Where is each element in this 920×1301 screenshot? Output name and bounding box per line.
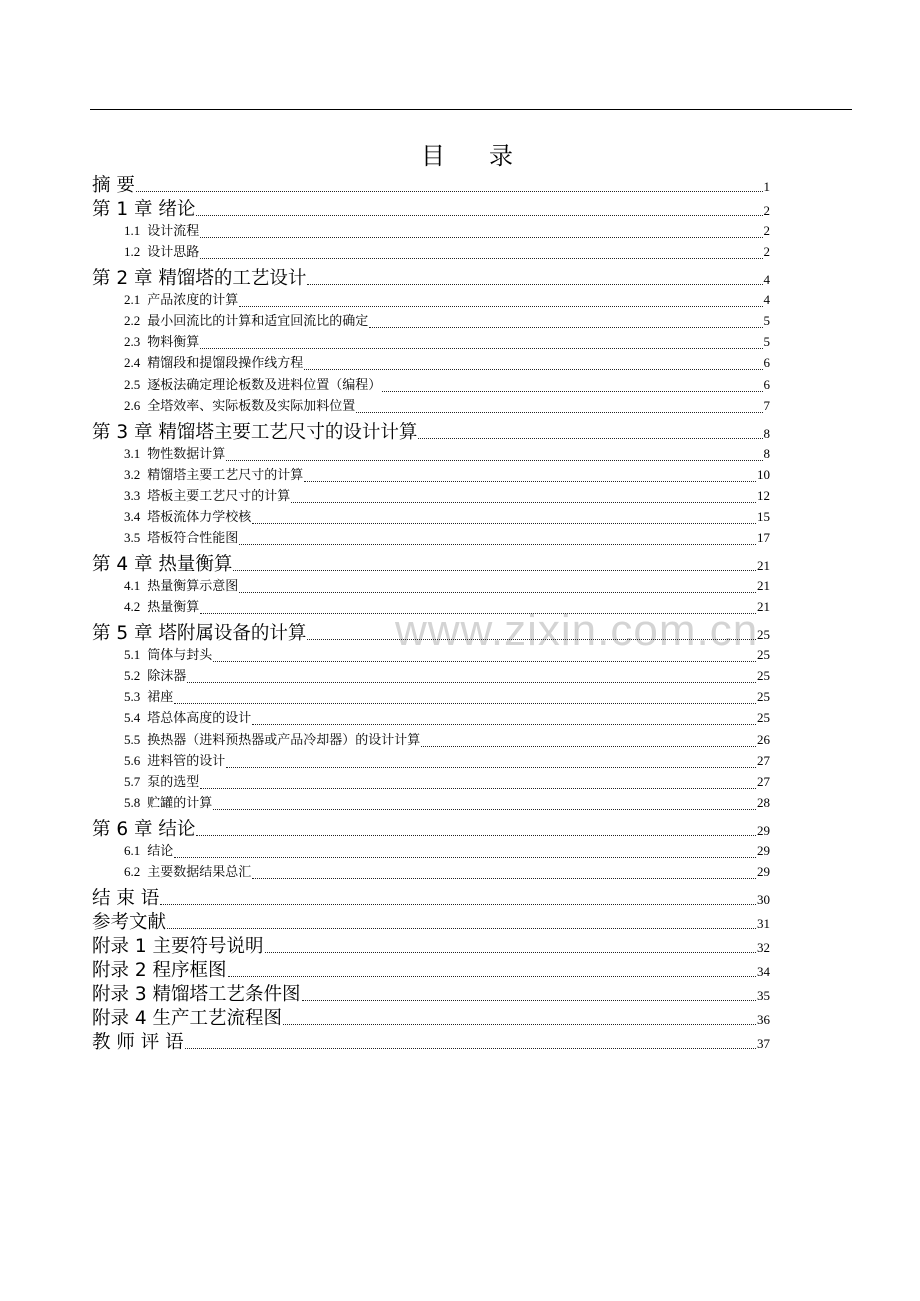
toc-page-number: 21 [757, 578, 770, 593]
dot-leader [239, 544, 756, 545]
toc-section-entry[interactable] [124, 750, 770, 771]
toc-section-entry[interactable] [124, 527, 770, 548]
toc-entry-label: 附录 1 主要符号说明 [92, 935, 264, 957]
dot-leader [302, 1000, 756, 1001]
dot-leader [185, 1048, 756, 1049]
toc-entry-label [124, 443, 225, 462]
dot-leader [226, 460, 762, 461]
toc-entry-text: 设计流程 [147, 224, 200, 239]
toc-entry-label: 附录 4 生产工艺流程图 [92, 1007, 283, 1029]
toc-section-entry[interactable] [124, 861, 770, 882]
toc-entry-text: 精馏段和提馏段操作线方程 [147, 356, 304, 372]
toc-page-number: 31 [757, 915, 770, 931]
toc-entry-number: 2.6 [124, 397, 141, 413]
dot-leader [252, 523, 756, 524]
dot-leader [200, 237, 762, 238]
toc-entry-number: 5.8 [124, 794, 141, 810]
toc-entry-number: 5.5 [124, 731, 141, 747]
toc-page-number: 1 [763, 179, 770, 194]
toc-section-entry[interactable] [124, 644, 770, 665]
toc-page-number: 36 [757, 1011, 770, 1027]
toc-page-number: 29 [757, 842, 770, 858]
toc-page-number: 28 [757, 794, 770, 810]
toc-entry-number: 2.3 [124, 334, 141, 350]
toc-entry-text: 热量衡算 [147, 600, 200, 616]
toc-entry-label: 参考文献 [92, 911, 167, 933]
toc-section-entry[interactable] [124, 485, 770, 506]
toc-entry-text: 精馏塔主要工艺尺寸的计算 [147, 467, 304, 483]
toc-entry-label [124, 840, 173, 859]
toc-entry-text: 物性数据计算 [147, 446, 226, 462]
toc-entry-label [124, 374, 381, 393]
dot-leader [382, 391, 762, 392]
dot-leader [252, 878, 756, 879]
toc-entry-label [124, 527, 238, 546]
dot-leader [196, 835, 756, 836]
toc-entry-number: 4.2 [124, 599, 141, 615]
toc-entry-label [124, 729, 420, 748]
dot-leader [196, 215, 762, 216]
toc-entry-text: 除沫器 [147, 669, 187, 685]
toc-page-number: 2 [763, 244, 770, 260]
toc-page-number: 5 [763, 313, 770, 329]
toc-entry-label [124, 707, 251, 726]
dot-leader [418, 438, 762, 439]
toc-entry-label [124, 644, 212, 663]
toc-page-number: 6 [763, 355, 770, 371]
toc-entry-label [124, 331, 199, 350]
toc-section-entry[interactable] [124, 289, 770, 310]
dot-leader [213, 661, 756, 662]
toc-entry-label [124, 665, 186, 684]
toc-entry-label: 第 1 章 绪论 [92, 199, 196, 220]
toc-entry-label [124, 310, 368, 329]
toc-entry-text: 设计思路 [147, 245, 200, 261]
toc-chapter-entry[interactable] [92, 956, 770, 980]
toc-page-number: 35 [757, 987, 770, 1003]
dot-leader [136, 191, 763, 192]
toc-page-number: 27 [757, 773, 770, 789]
toc-entry-label: 附录 2 程序框图 [92, 959, 227, 981]
toc-section-entry[interactable] [124, 331, 770, 352]
toc-page-number: 27 [757, 752, 770, 768]
toc-section-entry[interactable] [124, 840, 770, 861]
toc-entry-number: 2.1 [124, 292, 141, 308]
dot-leader [304, 369, 762, 370]
toc-entry-label [124, 575, 238, 594]
toc-section-entry[interactable] [124, 792, 770, 813]
toc-page-number: 29 [757, 863, 770, 879]
toc-section-entry[interactable] [124, 464, 770, 485]
toc-entry-text: 塔板流体力学校核 [147, 509, 252, 525]
toc-chapter-entry[interactable] [92, 932, 770, 956]
toc-page-number: 17 [757, 530, 770, 545]
toc-chapter-entry[interactable] [92, 1004, 770, 1028]
toc-entry-text: 热量衡算示意图 [147, 579, 239, 594]
toc-section-entry[interactable] [124, 310, 770, 331]
toc-entry-text: 筒体与封头 [147, 648, 213, 664]
toc-chapter-entry[interactable] [92, 171, 770, 195]
toc-entry-label [124, 395, 355, 414]
dot-leader [213, 809, 756, 810]
dot-leader [239, 592, 756, 593]
toc-entry-number: 2.5 [124, 376, 141, 392]
dot-leader [228, 976, 756, 977]
toc-entry-label: 结 束 语 [92, 887, 160, 909]
toc-page-number: 6 [763, 376, 770, 392]
toc-chapter-entry[interactable] [92, 908, 770, 932]
dot-leader [187, 682, 756, 683]
toc-entry-label [124, 792, 212, 811]
toc-entry-label [124, 750, 225, 769]
toc-page-number: 37 [757, 1035, 770, 1051]
toc-section-entry[interactable] [124, 374, 770, 395]
toc-page-number: 25 [757, 710, 770, 726]
dot-leader [421, 746, 756, 747]
toc-chapter-entry[interactable] [92, 195, 770, 219]
toc-page-number: 34 [757, 963, 770, 979]
toc-entry-label [124, 352, 303, 371]
toc-entry-text: 塔总体高度的设计 [147, 711, 252, 727]
toc-entry-label [124, 686, 173, 705]
toc-section-entry[interactable] [124, 707, 770, 728]
toc-section-entry[interactable] [124, 220, 770, 241]
toc-page-number: 4 [763, 272, 770, 288]
toc-entry-number: 2.4 [124, 355, 141, 371]
toc-page-number: 21 [757, 558, 770, 573]
toc-section-entry[interactable] [124, 729, 770, 750]
toc-entry-label: 第 3 章 精馏塔主要工艺尺寸的设计计算 [92, 421, 418, 443]
toc-chapter-entry[interactable] [92, 550, 770, 574]
toc-entry-text: 裙座 [147, 690, 174, 706]
toc-entry-number: 5.2 [124, 668, 141, 684]
toc-entry-label [124, 485, 290, 504]
toc-chapter-entry[interactable] [92, 815, 770, 839]
toc-page-number: 10 [757, 466, 770, 482]
dot-leader [239, 306, 762, 307]
toc-entry-number: 5.1 [124, 647, 141, 663]
toc-entry-text: 全塔效率、实际板数及实际加料位置 [147, 398, 356, 414]
toc-section-entry[interactable] [124, 443, 770, 464]
toc-entry-number: 5.7 [124, 773, 141, 789]
toc-entry-label: 摘 要 [92, 175, 135, 196]
toc-page-number: 30 [757, 891, 770, 907]
toc-section-entry[interactable] [124, 686, 770, 707]
toc-section-entry[interactable] [124, 241, 770, 262]
toc-entry-label [124, 289, 238, 308]
toc-entry-number: 3.2 [124, 466, 141, 482]
toc-entry-text: 结论 [147, 843, 174, 859]
toc-entry-text: 产品浓度的计算 [147, 293, 239, 309]
toc-entry-number: 3.4 [124, 508, 141, 524]
toc-entry-label [124, 771, 199, 790]
dot-leader [200, 788, 756, 789]
dot-leader [233, 570, 756, 571]
toc-page-number: 21 [757, 599, 770, 615]
toc-entry-text: 物料衡算 [147, 335, 200, 351]
toc-entry-number: 2.2 [124, 313, 141, 329]
dot-leader [174, 703, 756, 704]
toc-entry-text: 逐板法确定理论板数及进料位置（编程） [147, 377, 382, 393]
toc-entry-number: 5.4 [124, 710, 141, 726]
toc-entry-number: 4.1 [124, 578, 141, 593]
dot-leader [160, 904, 756, 905]
toc-page-number: 8 [763, 425, 770, 441]
dot-leader [369, 327, 762, 328]
toc-chapter-entry[interactable] [92, 884, 770, 908]
toc-chapter-entry[interactable] [92, 418, 770, 442]
toc-entry-text: 塔板符合性能图 [147, 531, 239, 546]
dot-leader [200, 348, 762, 349]
toc-entry-label: 第 6 章 结论 [92, 818, 196, 840]
dot-leader [356, 412, 762, 413]
toc-section-entry[interactable] [124, 575, 770, 596]
toc-section-entry[interactable] [124, 596, 770, 617]
dot-leader [307, 639, 756, 640]
toc-page-number: 25 [757, 627, 770, 643]
toc-page-number: 25 [757, 668, 770, 684]
toc-entry-number: 3.1 [124, 445, 141, 461]
dot-leader [265, 952, 756, 953]
toc-entry-label [124, 464, 303, 483]
dot-leader [291, 502, 756, 503]
toc-section-entry[interactable] [124, 506, 770, 527]
toc-entry-text: 泵的选型 [147, 774, 200, 790]
toc-page-number: 26 [757, 731, 770, 747]
toc-entry-label [124, 220, 199, 239]
toc-entry-label [124, 861, 251, 880]
page-title: 目 录 [421, 142, 523, 170]
toc-entry-label: 第 4 章 热量衡算 [92, 554, 233, 575]
toc-page-number: 2 [763, 223, 770, 238]
dot-leader [200, 258, 762, 259]
toc-entry-text: 贮罐的计算 [147, 795, 213, 811]
toc-page-number: 25 [757, 689, 770, 705]
toc-entry-text: 塔板主要工艺尺寸的计算 [147, 488, 291, 504]
toc-page-number: 4 [763, 292, 770, 308]
dot-leader [226, 767, 756, 768]
toc-chapter-entry[interactable] [92, 264, 770, 288]
toc-entry-number: 6.1 [124, 842, 141, 858]
watermark: www.zixin.com.cn [395, 606, 759, 655]
toc-page-number: 29 [757, 822, 770, 838]
toc-entry-label: 第 2 章 精馏塔的工艺设计 [92, 268, 307, 290]
toc-entry-number: 1.1 [124, 223, 141, 238]
toc-chapter-entry[interactable] [92, 980, 770, 1004]
toc-page-number: 8 [763, 445, 770, 461]
toc-chapter-entry[interactable] [92, 619, 770, 643]
toc-entry-number: 3.3 [124, 487, 141, 503]
toc-entry-number: 1.2 [124, 244, 141, 260]
toc-entry-text: 进料管的设计 [147, 753, 226, 769]
dot-leader [174, 857, 756, 858]
toc-section-entry[interactable] [124, 395, 770, 416]
toc-page-number: 7 [763, 397, 770, 413]
dot-leader [167, 928, 756, 929]
header-rule [90, 109, 852, 110]
dot-leader [304, 481, 756, 482]
toc-page-number: 15 [757, 508, 770, 524]
toc-entry-number: 6.2 [124, 863, 141, 879]
toc-entry-number: 5.6 [124, 752, 141, 768]
toc-entry-text: 主要数据结果总汇 [147, 864, 252, 880]
toc-entry-label [124, 506, 251, 525]
toc-page-number: 12 [757, 487, 770, 503]
toc-section-entry[interactable] [124, 771, 770, 792]
toc-entry-number: 3.5 [124, 530, 141, 545]
toc-entry-label: 第 5 章 塔附属设备的计算 [92, 623, 307, 645]
dot-leader [283, 1024, 756, 1025]
toc-entry-text: 最小回流比的计算和适宜回流比的确定 [147, 314, 369, 330]
toc-page-number: 5 [763, 334, 770, 350]
dot-leader [307, 284, 762, 285]
toc-chapter-entry[interactable] [92, 1028, 770, 1052]
toc-section-entry[interactable] [124, 665, 770, 686]
toc-entry-label: 教 师 评 语 [92, 1031, 184, 1053]
toc-entry-label [124, 241, 199, 260]
toc-page-number: 25 [757, 647, 770, 663]
toc-entry-text: 换热器（进料预热器或产品冷却器）的设计计算 [147, 732, 421, 748]
toc-entry-label [124, 596, 199, 615]
dot-leader [252, 724, 756, 725]
toc-section-entry[interactable] [124, 352, 770, 373]
toc-entry-number: 5.3 [124, 689, 141, 705]
toc-page-number: 2 [763, 203, 770, 218]
toc-page-number: 32 [757, 939, 770, 955]
toc-entry-label: 附录 3 精馏塔工艺条件图 [92, 983, 301, 1005]
dot-leader [200, 613, 756, 614]
